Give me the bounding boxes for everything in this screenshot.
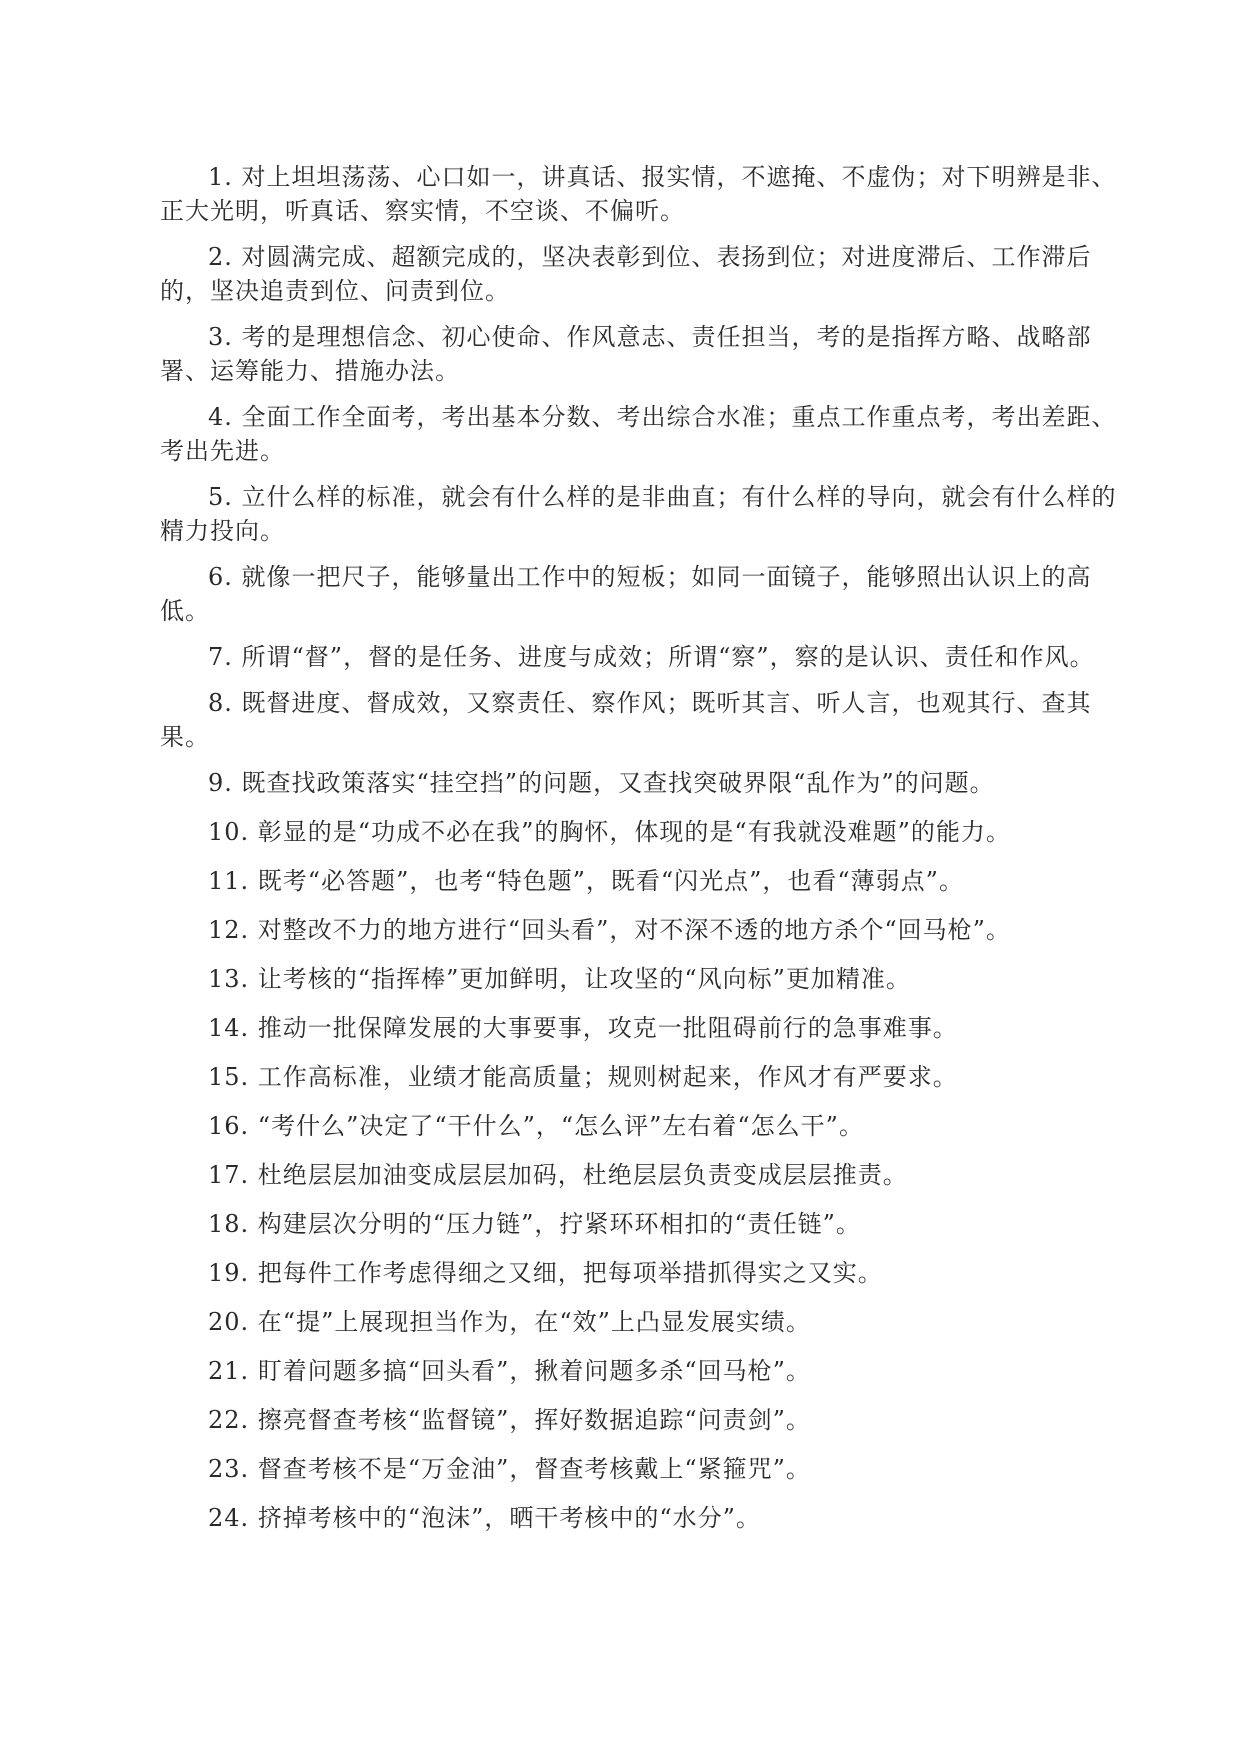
paragraph-17: 17. 杜绝层层加油变成层层加码，杜绝层层负责变成层层推责。 [208,1161,908,1189]
paragraph-20: 20. 在“提”上展现担当作为，在“效”上凸显发展实绩。 [208,1308,811,1336]
paragraph-3: 3. 考的是理想信念、初心使命、作风意志、责任担当，考的是指挥方略、战略部署、运筹能力、措施办法。 [160,323,1092,385]
paragraph-23: 23. 督查考核不是“万金油”，督查考核戴上“紧箍咒”。 [208,1455,811,1483]
paragraph-19: 19. 把每件工作考虑得细之又细，把每项举措抓得实之又实。 [208,1259,883,1287]
paragraph-5: 5. 立什么样的标准，就会有什么样的是非曲直；有什么样的导向，就会有什么样的精力投向。 [160,483,1117,545]
paragraph-18: 18. 构建层次分明的“压力链”，拧紧环环相扣的“责任链”。 [208,1210,861,1238]
paragraph-11: 11. 既考“必答题”，也考“特色题”，既看“闪光点”，也看“薄弱点”。 [208,867,964,895]
paragraph-8: 8. 既督进度、督成效，又察责任、察作风；既听其言、听人言，也观其行、查其果。 [160,689,1092,751]
paragraph-6: 6. 就像一把尺子，能够量出工作中的短板；如同一面镜子，能够照出认识上的高低。 [160,563,1092,625]
paragraph-24: 24. 挤掉考核中的“泡沫”，晒干考核中的“水分”。 [208,1504,761,1532]
paragraph-21: 21. 盯着问题多搞“回头看”，揪着问题多杀“回马枪”。 [208,1357,811,1385]
paragraph-10: 10. 彰显的是“功成不必在我”的胸怀，体现的是“有我就没难题”的能力。 [208,818,1011,846]
paragraph-4: 4. 全面工作全面考，考出基本分数、考出综合水准；重点工作重点考，考出差距、考出先进。 [160,403,1117,465]
paragraph-12: 12. 对整改不力的地方进行“回头看”，对不深不透的地方杀个“回马枪”。 [208,916,1011,944]
document-page [160,160,1120,1550]
paragraph-15: 15. 工作高标准，业绩才能高质量；规则树起来，作风才有严要求。 [208,1063,958,1091]
paragraph-14: 14. 推动一批保障发展的大事要事，攻克一批阻碍前行的急事难事。 [208,1014,958,1042]
paragraph-1: 1. 对上坦坦荡荡、心口如一，讲真话、报实情，不遮掩、不虚伪；对下明辨是非、正大光明，听真话、察实情，不空谈、不偏听。 [160,163,1117,225]
paragraph-2: 2. 对圆满完成、超额完成的，坚决表彰到位、表扬到位；对进度滞后、工作滞后的，坚决追责到位、问责到位。 [160,243,1092,305]
paragraph-13: 13. 让考核的“指挥棒”更加鲜明，让攻坚的“风向标”更加精准。 [208,965,911,993]
paragraph-7: 7. 所谓“督”，督的是任务、进度与成效；所谓“察”，察的是认识、责任和作风。 [208,643,1095,671]
paragraph-9: 9. 既查找政策落实“挂空挡”的问题，又查找突破界限“乱作为”的问题。 [208,769,995,797]
paragraph-22: 22. 擦亮督查考核“监督镜”，挥好数据追踪“问责剑”。 [208,1406,811,1434]
paragraph-16: 16. “考什么”决定了“干什么”，“怎么评”左右着“怎么干”。 [208,1112,864,1140]
